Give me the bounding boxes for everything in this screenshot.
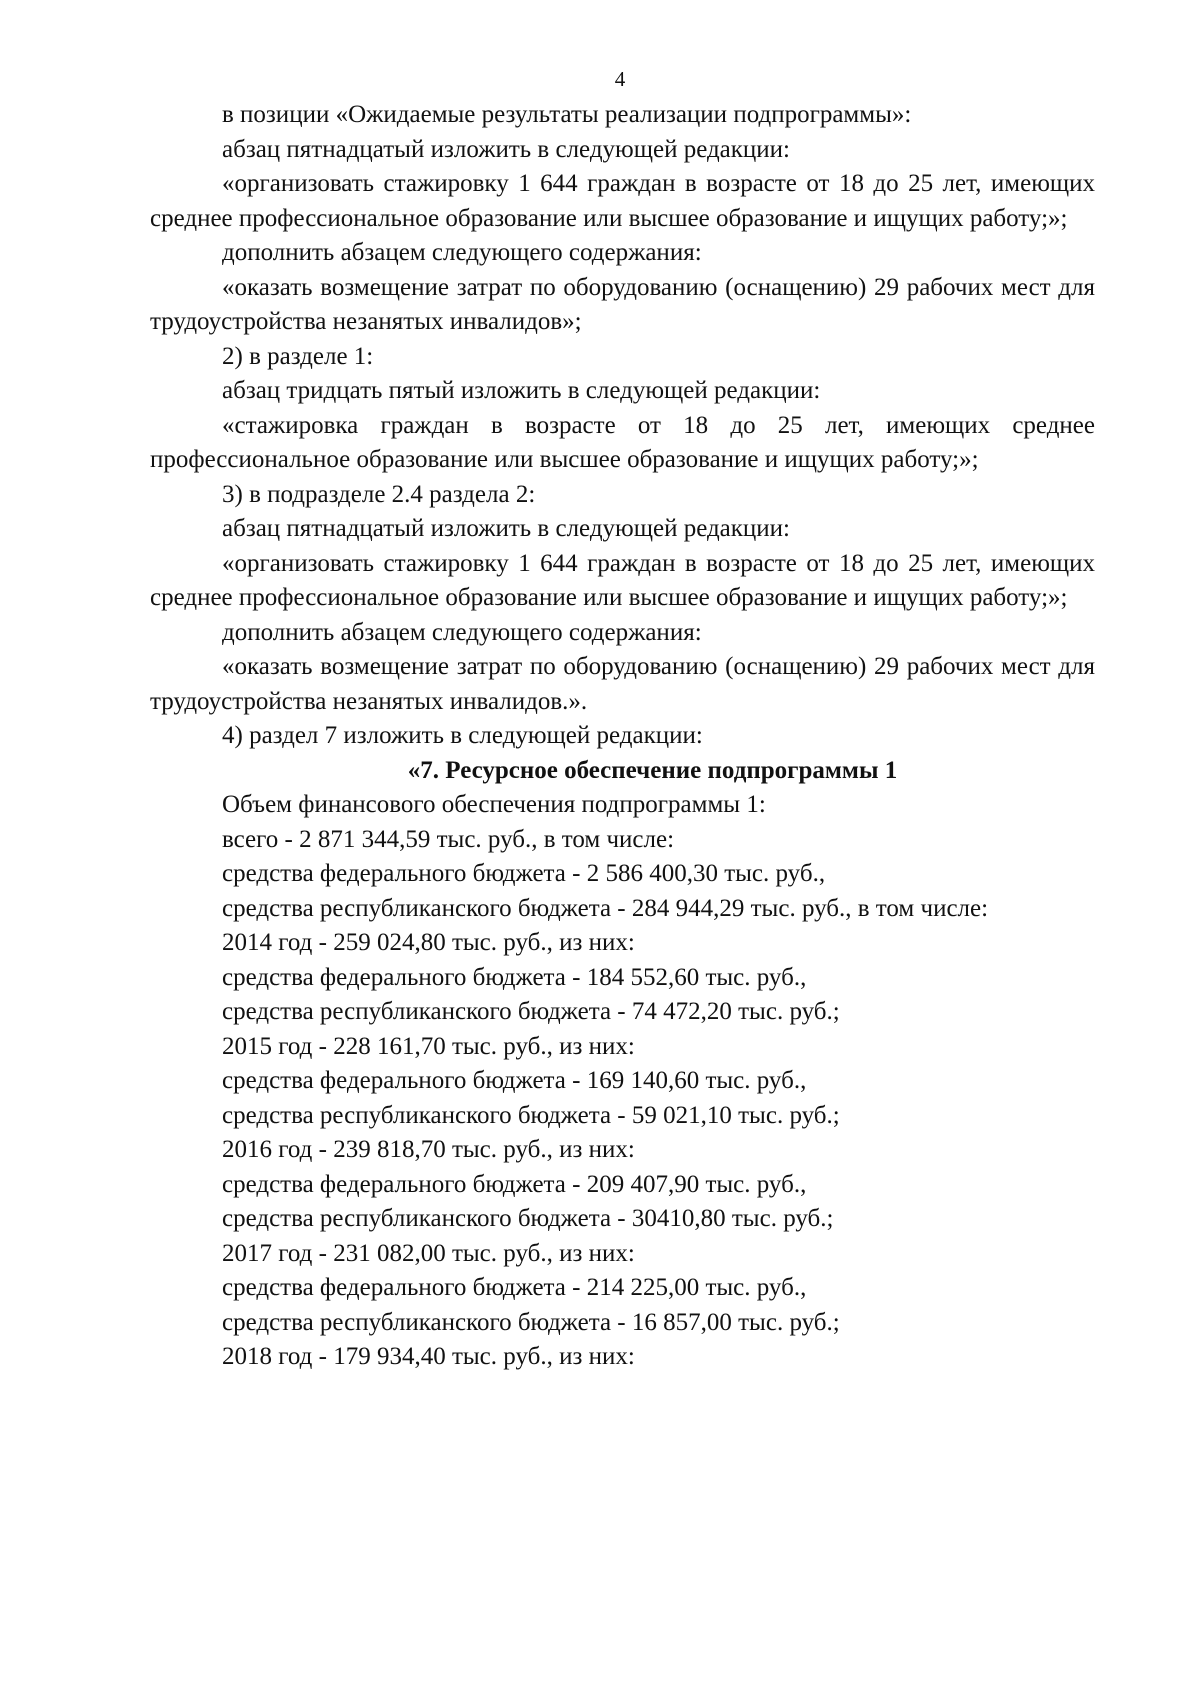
paragraph: в позиции «Ожидаемые результаты реализации подпрограммы»:	[222, 101, 912, 128]
document-body	[150, 98, 1095, 1375]
funding-line: средства федерального бюджета - 2 586 400,30 тыс. руб.,	[222, 860, 826, 887]
funding-line: 2014 год - 259 024,80 тыс. руб., из них:	[222, 929, 635, 956]
paragraph: абзац тридцать пятый изложить в следующей редакции:	[222, 377, 821, 404]
quoted-paragraph: «организовать стажировку 1 644 граждан в возрасте от 18 до 25 лет, имеющих среднее профессиональное образование или высшее образование и ищущих работу;»;	[150, 170, 1095, 232]
quoted-paragraph: «стажировка граждан в возрасте от 18 до 25 лет, имеющих среднее профессиональное образование или высшее образование и ищущих работу;»;	[150, 411, 1095, 473]
paragraph: дополнить абзацем следующего содержания:	[222, 618, 702, 646]
list-item: 2) в разделе 1:	[222, 342, 374, 370]
quoted-paragraph: «оказать возмещение затрат по оборудованию (оснащению) 29 рабочих мест для трудоустройства незанятых инвалидов»;	[150, 273, 1095, 335]
paragraph: абзац пятнадцатый изложить в следующей редакции:	[222, 135, 791, 163]
funding-line: средства федерального бюджета - 184 552,60 тыс. руб.,	[222, 963, 807, 991]
paragraph: абзац пятнадцатый изложить в следующей редакции:	[222, 515, 791, 542]
funding-line: 2018 год - 179 934,40 тыс. руб., из них:	[222, 1343, 635, 1370]
funding-line: средства республиканского бюджета - 30410,80 тыс. руб.;	[222, 1205, 834, 1232]
funding-line: средства республиканского бюджета - 74 472,20 тыс. руб.;	[222, 998, 840, 1025]
funding-line: средства федерального бюджета - 214 225,00 тыс. руб.,	[222, 1274, 807, 1301]
funding-line: Объем финансового обеспечения подпрограммы 1:	[222, 791, 766, 818]
paragraph: дополнить абзацем следующего содержания:	[222, 239, 702, 266]
quoted-paragraph: «организовать стажировку 1 644 граждан в возрасте от 18 до 25 лет, имеющих среднее профессиональное образование или высшее образование и ищущих работу;»;	[150, 549, 1095, 611]
funding-line: средства федерального бюджета - 169 140,60 тыс. руб.,	[222, 1067, 807, 1094]
list-item: 4) раздел 7 изложить в следующей редакции:	[222, 722, 703, 749]
funding-line: средства республиканского бюджета - 284 944,29 тыс. руб., в том числе:	[222, 894, 989, 922]
funding-line: всего - 2 871 344,59 тыс. руб., в том числе:	[222, 825, 675, 853]
page-number: 4	[614, 67, 626, 91]
funding-line: средства федерального бюджета - 209 407,90 тыс. руб.,	[222, 1170, 807, 1198]
funding-line: средства республиканского бюджета - 16 857,00 тыс. руб.;	[222, 1308, 840, 1336]
funding-line: средства республиканского бюджета - 59 021,10 тыс. руб.;	[222, 1101, 840, 1129]
funding-line: 2017 год - 231 082,00 тыс. руб., из них:	[222, 1239, 635, 1267]
quoted-paragraph: «оказать возмещение затрат по оборудованию (оснащению) 29 рабочих мест для трудоустройства незанятых инвалидов.».	[150, 653, 1095, 715]
funding-line: 2015 год - 228 161,70 тыс. руб., из них:	[222, 1032, 635, 1060]
section-heading: «7. Ресурсное обеспечение подпрограммы 1	[407, 756, 898, 784]
funding-line: 2016 год - 239 818,70 тыс. руб., из них:	[222, 1136, 635, 1163]
list-item: 3) в подразделе 2.4 раздела 2:	[222, 480, 536, 508]
